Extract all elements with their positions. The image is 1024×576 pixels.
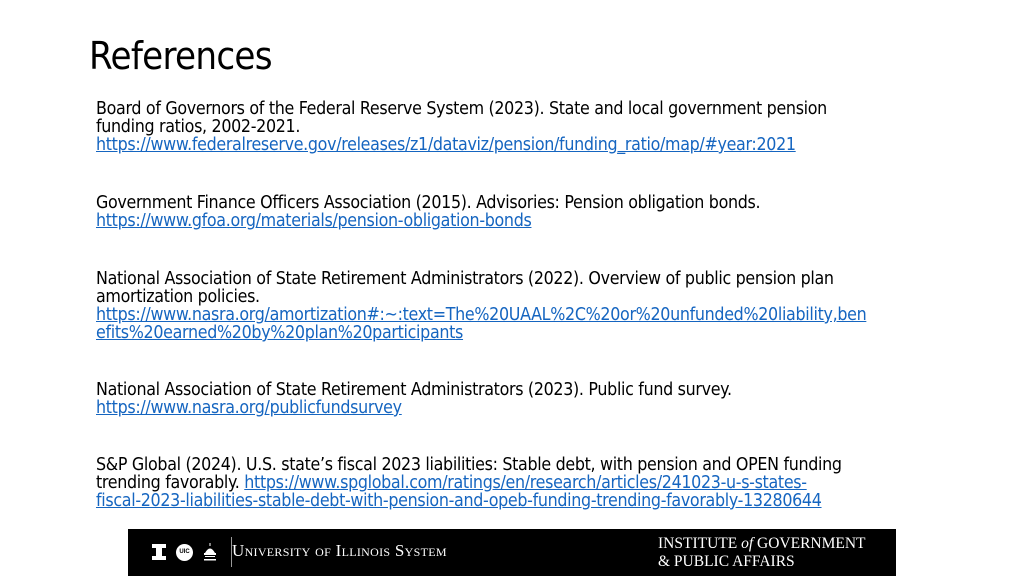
institute-name-part: INSTITUTE — [658, 535, 742, 552]
reference-text: S&P Global (2024). U.S. state’s fiscal 2023 liabilities: Stable debt, with pension and OPEN funding — [96, 455, 842, 475]
reference-link[interactable]: https://www.gfoa.org/materials/pension-obligation-bonds — [96, 211, 532, 231]
reference-federal-reserve — [96, 100, 901, 154]
capitol-dome-icon — [203, 543, 217, 561]
university-system-name: University of Illinois System — [232, 541, 447, 560]
reference-sp-global — [96, 456, 901, 510]
reference-link-continued[interactable]: efits%20earned%20by%20plan%20participants — [96, 323, 464, 343]
reference-text: funding ratios, 2002-2021. — [96, 117, 301, 137]
institute-name-line2: & PUBLIC AFFAIRS — [658, 553, 795, 570]
reference-nasra-amortization — [96, 270, 901, 342]
reference-text: trending favorably. — [96, 473, 245, 493]
footer-branding-bar — [128, 529, 896, 576]
block-i-icon — [152, 544, 166, 560]
uic-seal-icon: UIC — [176, 544, 193, 561]
reference-link[interactable]: https://www.spglobal.com/ratings/en/research/articles/241023-u-s-states- — [244, 473, 807, 493]
reference-gfoa — [96, 194, 901, 230]
reference-text: National Association of State Retirement Administrators (2023). Public fund survey. — [96, 380, 732, 400]
university-logos — [152, 539, 232, 565]
reference-text: Board of Governors of the Federal Reserve System (2023). State and local government pension — [96, 99, 827, 119]
reference-text: Government Finance Officers Association (2015). Advisories: Pension obligation bonds. — [96, 193, 761, 213]
institute-name-part: of — [741, 535, 754, 552]
reference-link[interactable]: https://www.nasra.org/amortization#:~:text=The%20UAAL%2C%20or%20unfunded%20liability,ben — [96, 305, 867, 325]
institute-name — [658, 535, 866, 571]
institute-name-part: GOVERNMENT — [753, 535, 866, 552]
reference-link[interactable]: https://www.federalreserve.gov/releases/z1/dataviz/pension/funding_ratio/map/#year:2021 — [96, 135, 796, 155]
reference-text: amortization policies. — [96, 287, 260, 307]
reference-link[interactable]: https://www.nasra.org/publicfundsurvey — [96, 398, 402, 418]
slide-title: References — [89, 34, 272, 78]
reference-nasra-survey — [96, 381, 901, 417]
reference-link-continued[interactable]: fiscal-2023-liabilities-stable-debt-with-pension-and-opeb-funding-trending-favorably-13280644 — [96, 491, 822, 511]
reference-text: National Association of State Retirement Administrators (2022). Overview of public pension plan — [96, 269, 834, 289]
